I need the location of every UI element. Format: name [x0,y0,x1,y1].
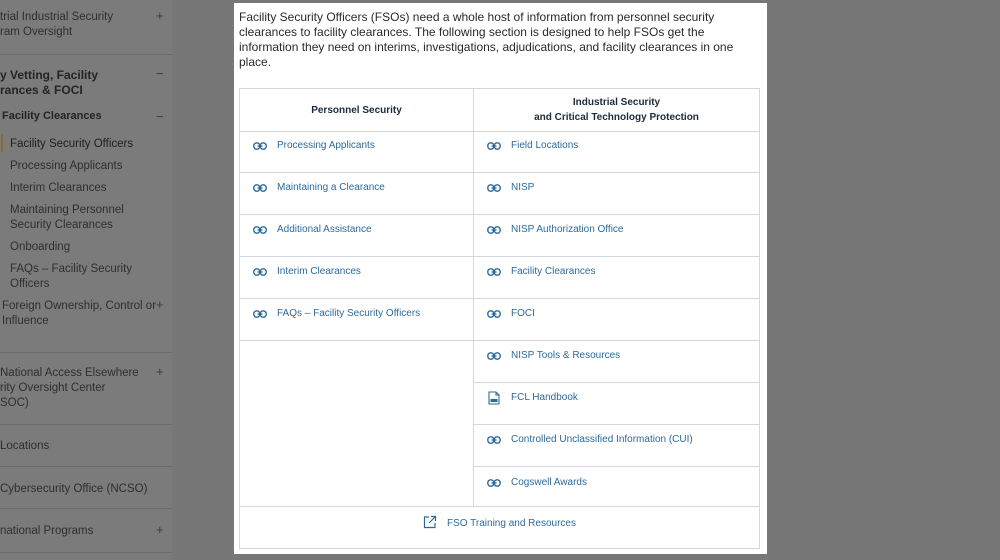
sidebar-item-foci[interactable]: Foreign Ownership, Control or [2,300,157,312]
sidebar-section-industrial[interactable] [0,0,172,55]
link-facility-clearances[interactable]: Facility Clearances [511,266,596,277]
intro-text: Facility Security Officers (FSOs) need a whole host of information from personnel security clearances to facility clearances. The following section is designed to help FSOs get the information they need on interims, investigations, adjudications, and facility clearances in one place. [239,10,734,69]
header-label: Personnel Security [311,104,402,116]
link-cell[interactable] [474,468,759,509]
sidebar-section-ncso[interactable] [0,466,172,509]
plus-icon[interactable]: + [156,297,164,312]
sidebar-text: Cybersecurity Office (NCSO) [0,483,148,495]
footer-link-cell[interactable] [240,506,759,549]
link-cell[interactable] [474,174,759,215]
link-faqs-fso[interactable]: FAQs – Facility Security Officers [277,308,421,319]
link-cell[interactable] [474,342,759,383]
sidebar-item-foci[interactable]: Influence [2,315,49,327]
sidebar-text: trial Industrial Security [0,11,114,23]
external-link-icon [423,515,439,531]
sidebar-item-processing[interactable]: Processing Applicants [10,160,123,172]
link-cell[interactable] [474,300,759,341]
link-icon [252,180,268,196]
plus-icon[interactable]: + [156,522,164,537]
link-maintaining-clearance[interactable]: Maintaining a Clearance [277,182,385,193]
link-icon [486,348,502,364]
sidebar-text: National Access Elsewhere [0,367,139,379]
sidebar-item-faqs[interactable]: FAQs – Facility Security [10,263,133,275]
link-nisp[interactable]: NISP [511,182,535,193]
sidebar-item-interim[interactable]: Interim Clearances [10,182,107,194]
link-icon [486,138,502,154]
sidebar-section-locations[interactable] [0,424,172,467]
resources-table [239,88,760,549]
link-icon [486,264,502,280]
link-icon [486,222,502,238]
link-cell[interactable] [474,132,759,173]
sidebar-section-intl[interactable] [0,508,172,553]
link-cell[interactable] [474,426,759,467]
link-icon [486,180,502,196]
link-foci[interactable]: FOCI [511,308,535,319]
link-cell[interactable] [240,258,473,299]
link-cell[interactable] [474,258,759,299]
header-label [534,95,699,125]
link-cell[interactable] [240,216,473,257]
sidebar-item-facility-clearances[interactable]: Facility Clearances [2,110,102,122]
link-cell[interactable] [240,300,473,341]
sidebar-item-maintaining[interactable]: Maintaining Personnel [10,204,124,216]
link-icon [252,222,268,238]
sidebar-item-faqs[interactable]: Officers [10,278,50,290]
sidebar-text: Locations [0,440,50,452]
link-icon [252,264,268,280]
background-sidebar [0,0,172,560]
link-additional-assistance[interactable]: Additional Assistance [277,224,372,235]
fso-modal [234,3,767,554]
sidebar-heading[interactable]: rances & FOCI [0,83,83,97]
link-nisp-tools[interactable]: NISP Tools & Resources [511,350,621,361]
link-cell[interactable] [474,216,759,257]
link-fso-training[interactable]: FSO Training and Resources [447,517,576,529]
link-icon [252,138,268,154]
sidebar-section-nao[interactable] [0,352,172,425]
link-cogswell-awards[interactable]: Cogswell Awards [511,476,587,488]
background-overlay [768,0,1000,560]
sidebar-text: ram Oversight [0,26,73,38]
sidebar-item-maintaining[interactable]: Security Clearances [10,219,113,231]
sidebar-heading[interactable]: y Vetting, Facility [0,68,99,82]
plus-icon[interactable]: + [156,364,164,379]
sidebar-text: SOC) [0,397,29,409]
link-icon [252,306,268,322]
plus-icon[interactable]: + [156,8,164,23]
minus-icon[interactable]: − [156,109,164,124]
header-industrial-security [474,89,759,132]
header-personnel-security [240,89,473,132]
link-icon [486,475,502,491]
link-processing-applicants[interactable]: Processing Applicants [277,140,375,151]
header-line: Industrial Security [572,97,661,108]
link-nisp-authorization-office[interactable]: NISP Authorization Office [511,224,624,235]
link-cell[interactable] [240,132,473,173]
link-interim-clearances[interactable]: Interim Clearances [277,266,361,277]
sidebar-section-vetting [0,54,172,353]
link-icon [486,306,502,322]
pdf-icon [486,390,502,406]
link-icon [486,432,502,448]
header-line: and Critical Technology Protection [534,112,699,123]
minus-icon[interactable]: − [156,66,164,81]
link-cell[interactable] [240,174,473,215]
link-cui[interactable]: Controlled Unclassified Information (CUI) [511,434,693,445]
sidebar-text: rity Oversight Center [0,382,106,394]
link-cell[interactable] [474,384,759,425]
sidebar-item-fso[interactable]: Facility Security Officers [10,138,134,150]
sidebar-text: national Programs [0,525,94,537]
active-indicator [1,134,3,152]
link-field-locations[interactable]: Field Locations [511,140,579,151]
link-fcl-handbook[interactable]: FCL Handbook [511,392,578,403]
sidebar-item-onboarding[interactable]: Onboarding [10,241,71,253]
